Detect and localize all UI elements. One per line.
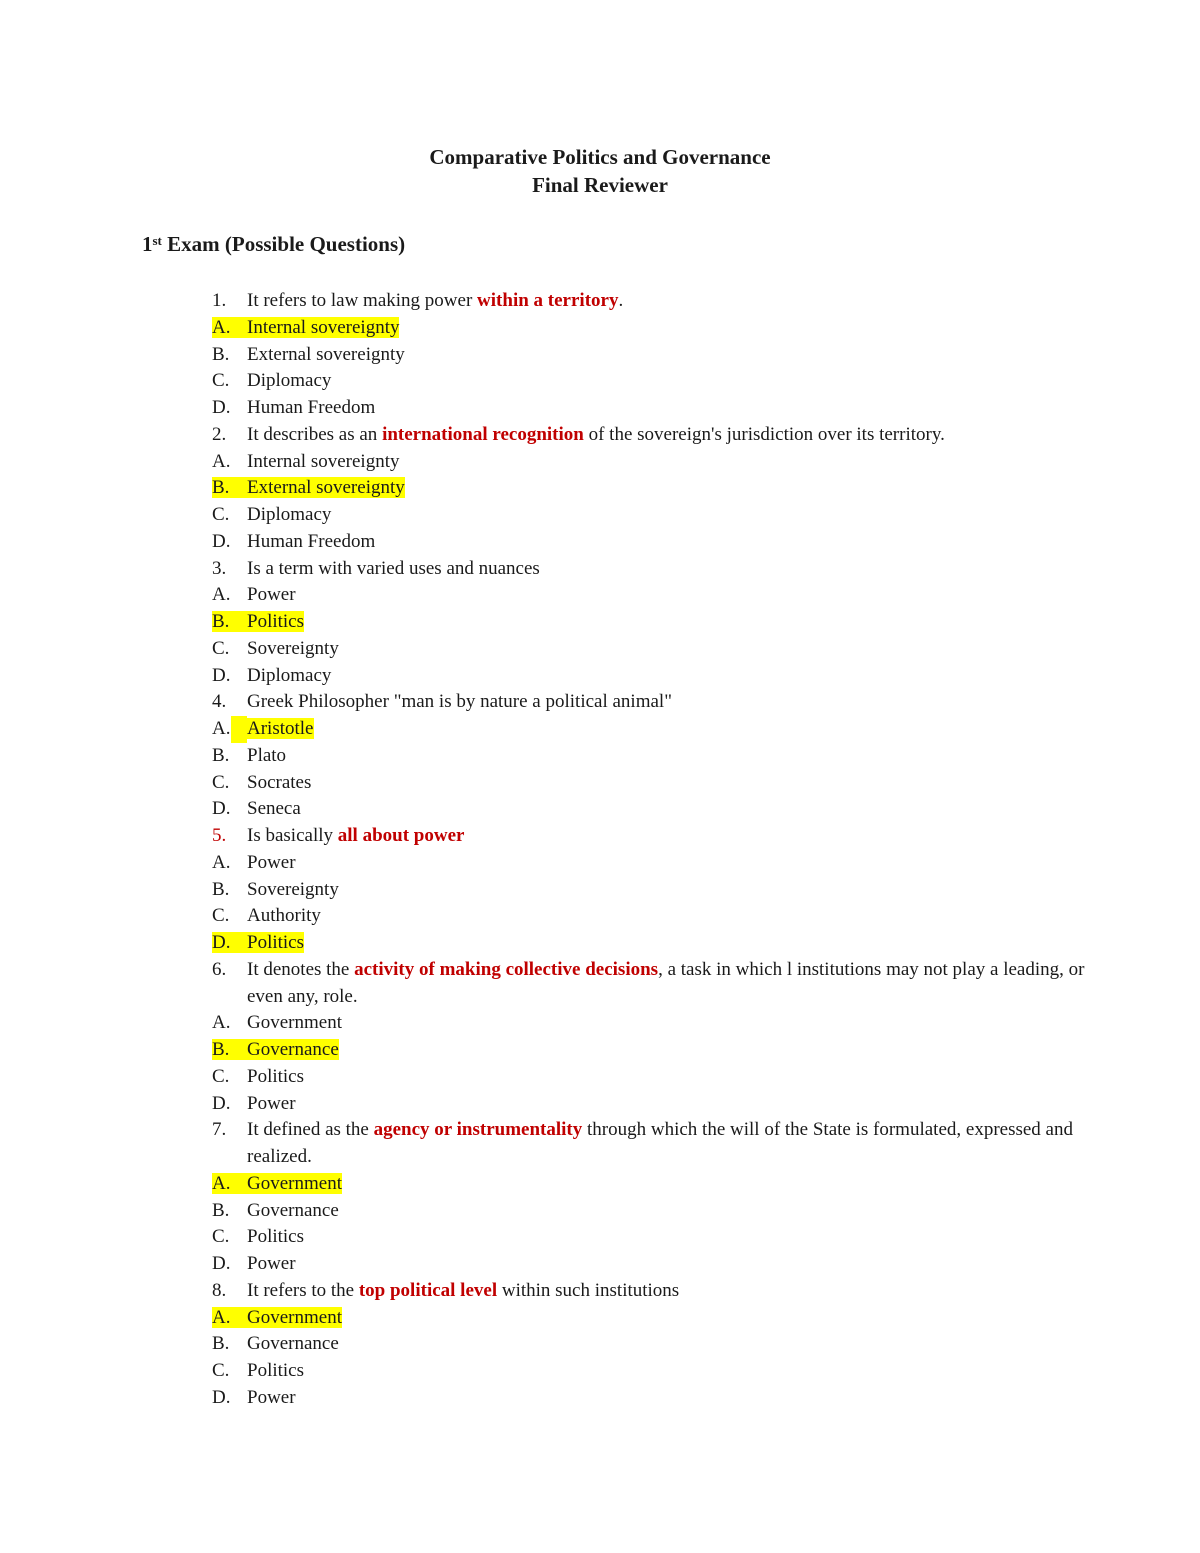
option-label: C. (212, 905, 230, 927)
correct-answer-highlight (212, 1307, 342, 1328)
question-text: Is basically (247, 825, 338, 846)
option-text: Human Freedom (247, 530, 376, 552)
option-text: Power (247, 1092, 296, 1114)
option-label: B. (212, 477, 230, 499)
option-text: Governance (247, 1333, 339, 1355)
option-label: C. (212, 771, 230, 793)
question-text: It denotes the (247, 958, 355, 980)
answer-option-correct (212, 930, 1092, 957)
document-title: Comparative Politics and Governance (429, 145, 771, 169)
answer-option-correct (212, 716, 1092, 743)
question-number: 2. (212, 423, 227, 445)
answer-option (212, 1358, 1092, 1385)
question-item (212, 957, 1092, 1011)
option-text: Government (247, 1172, 342, 1194)
option-label: B. (212, 1199, 230, 1221)
option-label: D. (212, 397, 231, 418)
option-text: Power (247, 1386, 296, 1408)
question-text: It defined as the (247, 1119, 374, 1141)
option-text: Sovereignty (247, 878, 339, 900)
correct-answer-highlight (212, 1173, 342, 1194)
answer-option-correct (212, 315, 1092, 342)
option-label: D. (212, 932, 231, 953)
option-label: B. (212, 1039, 230, 1060)
correct-answer-highlight (231, 716, 247, 743)
option-text: Diplomacy (247, 504, 332, 525)
answer-option-correct (212, 1037, 1092, 1064)
option-text: Government (247, 1012, 342, 1034)
answer-option (212, 636, 1092, 663)
option-label: B. (212, 611, 230, 632)
option-text: Socrates (247, 771, 312, 793)
question-text: Greek Philosopher "man is by nature a political animal" (247, 691, 672, 713)
question-keyword: international recognition (382, 423, 584, 445)
answer-option-correct (212, 1305, 1092, 1332)
option-text: Human Freedom (247, 397, 376, 418)
question-item (212, 689, 1092, 716)
option-label: D. (212, 664, 231, 686)
question-text-continued: within such institutions (497, 1279, 680, 1301)
option-text: Governance (247, 1199, 339, 1221)
option-label: A. (212, 316, 231, 338)
option-text: Sovereignty (247, 637, 339, 659)
answer-option (212, 1064, 1092, 1091)
option-text: Politics (247, 611, 305, 632)
answer-option (212, 502, 1092, 529)
question-keyword: all about power (337, 825, 465, 846)
option-label: C. (212, 1360, 230, 1381)
answer-option-correct (212, 475, 1092, 502)
question-item (212, 422, 1092, 449)
option-text: Authority (247, 905, 321, 927)
question-keyword: within a territory (477, 290, 619, 311)
option-label: D. (212, 1386, 231, 1408)
option-label: B. (212, 878, 230, 900)
option-label: B. (212, 1333, 230, 1355)
answer-option (212, 743, 1092, 770)
option-text: Politics (247, 1226, 305, 1248)
answer-option (212, 850, 1092, 877)
question-number: 1. (212, 290, 227, 311)
question-text-continued: . (618, 290, 624, 311)
question-number: 4. (212, 691, 227, 713)
answer-option (212, 1091, 1092, 1118)
question-item (212, 288, 1092, 315)
question-item (212, 823, 1092, 850)
question-text-continued: , a task in which l institutions may not play a leading, or even any, role. (247, 958, 1085, 1007)
option-label: C. (212, 637, 230, 659)
answer-option (212, 395, 1092, 422)
option-label: A. (212, 718, 231, 739)
answer-option (212, 877, 1092, 904)
option-label: A. (212, 1012, 231, 1034)
correct-answer-highlight (212, 317, 399, 338)
question-text: It describes as an (247, 423, 383, 445)
option-text: Power (247, 1253, 296, 1274)
option-label: D. (212, 1092, 231, 1114)
question-keyword: top political level (358, 1279, 498, 1301)
answer-option (212, 449, 1092, 476)
option-text: Diplomacy (247, 664, 332, 686)
answer-option (212, 1010, 1092, 1037)
option-label: D. (212, 1253, 231, 1274)
option-label: A. (212, 1172, 231, 1194)
option-text: Plato (247, 744, 287, 766)
answer-option (212, 1224, 1092, 1251)
answer-option (212, 903, 1092, 930)
answer-option (212, 529, 1092, 556)
answer-option (212, 582, 1092, 609)
answer-option (212, 1331, 1092, 1358)
section-ordinal-suffix: st (152, 233, 162, 248)
question-keyword: agency or instrumentality (373, 1119, 583, 1141)
option-label: A. (212, 851, 231, 873)
option-text: Diplomacy (247, 370, 332, 392)
option-label: D. (212, 798, 231, 820)
answer-option (212, 1251, 1092, 1278)
answer-option (212, 770, 1092, 797)
option-label: C. (212, 370, 230, 392)
answer-option (212, 368, 1092, 395)
correct-answer-highlight (212, 611, 304, 632)
option-label: C. (212, 504, 230, 525)
answer-option (212, 796, 1092, 823)
question-number: 7. (212, 1119, 227, 1141)
answer-option (212, 342, 1092, 369)
section-heading-text: Exam (Possible Questions) (161, 232, 406, 256)
answer-option (212, 1198, 1092, 1225)
question-number: 6. (212, 958, 227, 980)
option-label: A. (212, 584, 231, 606)
question-number: 8. (212, 1279, 227, 1301)
option-text: Internal sovereignty (247, 450, 400, 472)
answer-option-correct (212, 609, 1092, 636)
correct-answer-highlight (212, 477, 405, 498)
question-list (212, 288, 1092, 1412)
option-label: B. (212, 343, 230, 365)
option-text: Aristotle (247, 718, 314, 739)
option-text: Power (247, 851, 296, 873)
document-subtitle: Final Reviewer (532, 173, 668, 197)
question-text: It refers to law making power (247, 290, 478, 311)
question-item (212, 1278, 1092, 1305)
option-text: Governance (247, 1039, 339, 1060)
question-number: 5. (212, 825, 227, 846)
answer-option-correct (212, 1171, 1092, 1198)
question-text: Is a term with varied uses and nuances (247, 557, 540, 579)
option-text: Internal sovereignty (247, 316, 400, 338)
option-label: A. (212, 1306, 231, 1328)
option-text: Politics (247, 1360, 305, 1381)
option-text: Power (247, 584, 296, 606)
section-heading (142, 230, 405, 258)
question-item (212, 1117, 1092, 1171)
option-text: External sovereignty (247, 343, 405, 365)
correct-answer-highlight (212, 1039, 339, 1060)
question-text: It refers to the (247, 1279, 359, 1301)
question-number: 3. (212, 557, 227, 579)
question-text-continued: of the sovereign's jurisdiction over its territory. (583, 423, 945, 445)
question-text-continued: through which the will of the State is formulated, expressed and realized. (247, 1119, 1073, 1167)
option-label: C. (212, 1226, 230, 1248)
option-text: Seneca (247, 798, 301, 820)
section-number: 1 (142, 232, 153, 256)
option-label: D. (212, 530, 231, 552)
option-text: Politics (247, 1065, 305, 1087)
question-keyword: activity of making collective decisions (354, 958, 659, 980)
answer-option (212, 663, 1092, 690)
option-label: B. (212, 744, 230, 766)
question-item (212, 556, 1092, 583)
option-text: External sovereignty (247, 477, 405, 499)
option-text: Government (247, 1306, 342, 1328)
correct-answer-highlight (212, 932, 304, 953)
option-text: Politics (247, 932, 305, 953)
option-label: A. (212, 450, 231, 472)
answer-option (212, 1385, 1092, 1412)
option-label: C. (212, 1065, 230, 1087)
